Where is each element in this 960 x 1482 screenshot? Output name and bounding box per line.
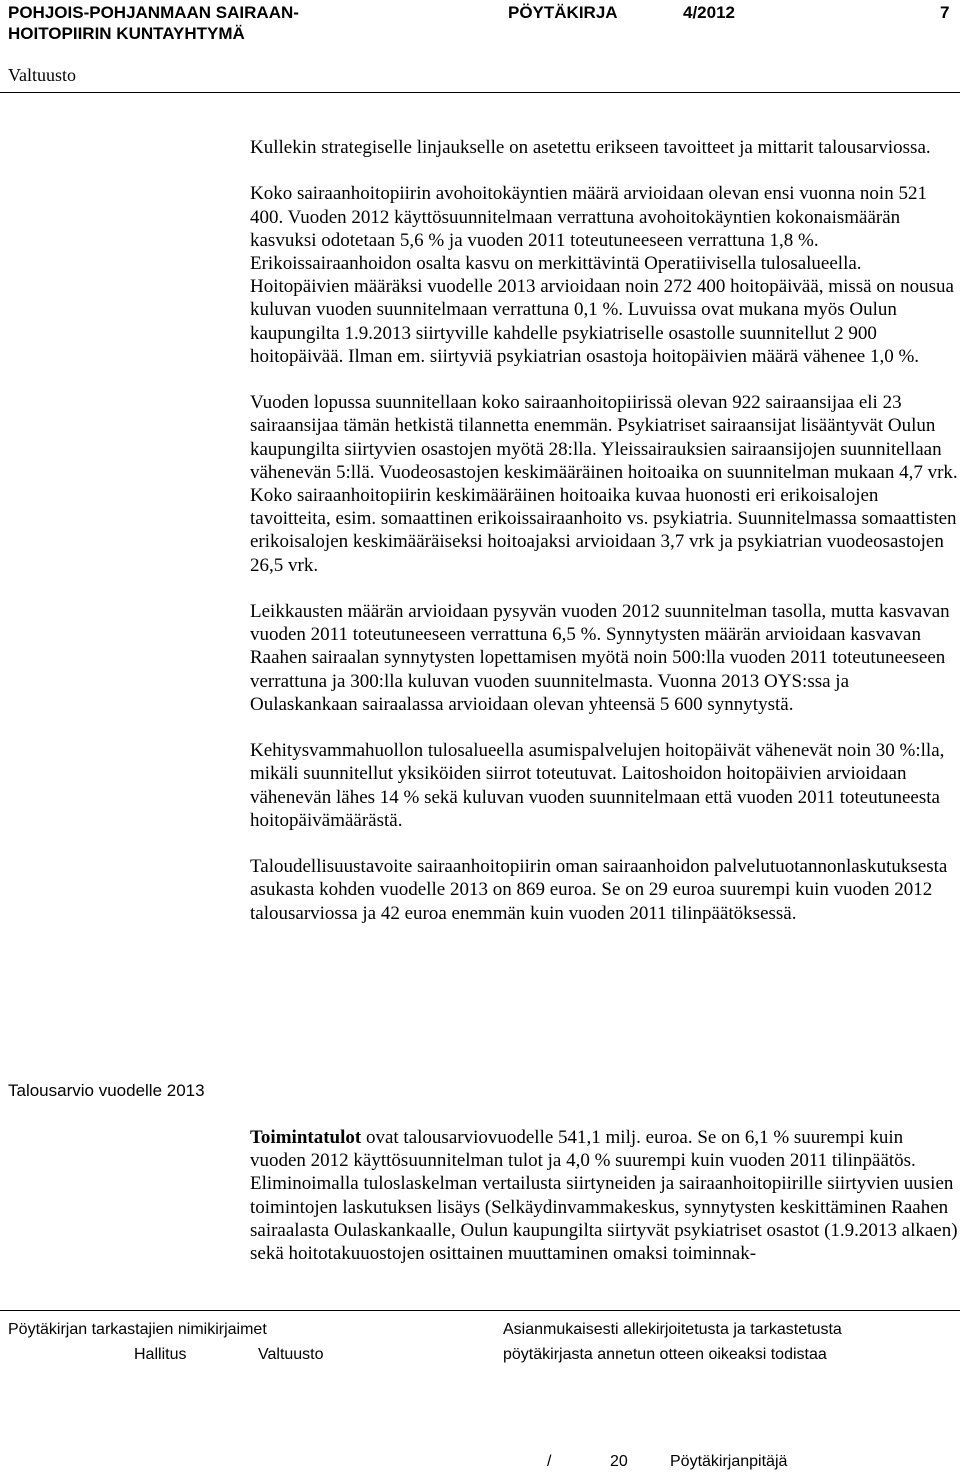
footer-valtuusto-label: Valtuusto [258,1346,324,1363]
header-document-number: 4/2012 [683,3,735,22]
footer-certification-line2: pöytäkirjasta annetun otteen oikeaksi todistaa [503,1346,827,1363]
paragraph [250,1126,958,1265]
section-text [250,1126,958,1265]
footer-page-total: 20 [610,1453,628,1470]
footer-divider [0,1310,960,1311]
paragraph: Koko sairaanhoitopiirin avohoitokäyntien määrä arvioidaan olevan ensi vuonna noin 521 400. Vuoden 2012 käyttösuunnitelmaan verrattuna avohoitokäyntien kokonaismäärän kasvuksi odotetaan 5,6 % ja vuoden 2011 toteutuneeseen verrattuna 1,8 %. Erikoissairaanhoidon osalta kasvu on merkittävintä Operatiivisella tulosalueella. Hoitopäivien määräksi vuodelle 2013 arvioidaan noin 272 400 hoitopäivää, missä on nousua kuluvan vuoden suunnitelmaan verrattuna 0,1 %. Luvuissa ovat mukana myös Oulun kaupungilta 1.9.2013 siirtyville kahdelle psykiatriselle osastolle suunnitellut 2 900 hoitopäivää. Ilman em. siirtyviä psykiatrian osastoja hoitopäivien määrä vähenee 1,0 %. [250,183,954,367]
header-document-type: PÖYTÄKIRJA [508,3,618,22]
paragraph: Taloudellisuustavoite sairaanhoitopiirin oman sairaanhoidon palvelutuotannonlaskutuksesta asukasta kohden vuodelle 2013 on 869 euroa. Se on 29 euroa suurempi kuin vuoden 2012 talousarviossa ja 42 euroa enemmän kuin vuoden 2011 tilinpäätöksessä. [250,856,948,924]
footer-page-slash: / [547,1453,552,1470]
footer-initials-title: Pöytäkirjan tarkastajien nimikirjaimet [8,1321,267,1338]
header-body-name: Valtuusto [8,65,77,85]
footer-hallitus-label: Hallitus [134,1346,187,1363]
paragraph: Kullekin strategiselle linjaukselle on asetettu erikseen tavoitteet ja mittarit talousarviossa. [250,137,931,158]
main-text [250,136,958,925]
footer-secretary-label: Pöytäkirjanpitäjä [670,1453,788,1470]
header-divider [0,92,960,93]
header-page-number: 7 [940,3,950,22]
header-organization-line2: HOITOPIIRIN KUNTAYHTYMÄ [8,24,245,43]
paragraph: Kehitysvammahuollon tulosalueella asumispalvelujen hoitopäivät vähenevät noin 30 %:lla, mikäli suunnitellut yksiköiden siirrot toteutuvat. Laitoshoidon hoitopäivien arvioidaan vähenevän lähes 14 % sekä kuluvan vuoden suunnitelmaan että vuoden 2011 toteutuneesta hoitopäivämäärästä. [250,740,945,831]
paragraph: Vuoden lopussa suunnitellaan koko sairaanhoitopiirissä olevan 922 sairaansijaa eli 23 sairaansijaa tämän hetkistä tilannetta enemmän. Psykiatriset sairaansijat lisääntyvät Oulun kaupungilta siirtyvien osastojen myötä 28:lla. Yleissairauksien sairaansijojen suunnitellaan vähenevän 5:llä. Vuodeosastojen keskimääräinen hoitoaika on suunnitelman mukaan 4,7 vrk. Koko sairaanhoitopiirin keskimääräinen hoitoaika kuvaa huonosti eri erikoisalojen tavoitteita, esim. somaattinen erikoissairaanhoito vs. psykiatria. Suunnitelmassa somaattisten erikoisalojen keskimääräiseksi hoitoajaksi arvioidaan 3,7 vrk ja psykiatrian vuodeosastojen 26,5 vrk. [250,392,958,576]
paragraph: Leikkausten määrän arvioidaan pysyvän vuoden 2012 suunnitelman tasolla, mutta kasvavan vuoden 2011 toteutuneeseen verrattuna 6,5 %. Synnytysten määrän arvioidaan kasvavan Raahen sairaalan synnytysten lopettamisen myötä noin 500:lla vuoden 2011 toteutuneeseen verrattuna ja 300:lla kuluvan vuoden suunnitelmasta. Vuonna 2013 OYS:ssa ja Oulaskankaan sairaalassa arvioidaan olevan yhteensä 5 600 synnytystä. [250,601,950,715]
footer-certification-line1: Asianmukaisesti allekirjoitetusta ja tarkastetusta [503,1321,842,1338]
side-heading: Talousarvio vuodelle 2013 [8,1081,205,1100]
header-organization-line1: POHJOIS-POHJANMAAN SAIRAAN- [8,3,299,22]
bold-lead: Toimintatulot [250,1127,362,1148]
paragraph-text: ovat talousarviovuodelle 541,1 milj. euroa. Se on 6,1 % suurempi kuin vuoden 2012 käyttösuunnitelman tulot ja 4,0 % suurempi kuin vuoden 2011 tilinpäätös. Eliminoimalla tuloslaskelman vertailusta siirtyneiden ja sairaanhoitopiirille siirtyvien uusien toimintojen laskutuksen lisäys (Selkäydinvammakeskus, synnytysten keskittäminen Raahen sairaalasta Oulaskankaalle, Oulun kaupungilta siirtyvät psykiatriset osastot (1.9.2013 alkaen) sekä hoitotakuuostojen osittainen muuttaminen omaksi toiminnak- [250,1127,958,1265]
